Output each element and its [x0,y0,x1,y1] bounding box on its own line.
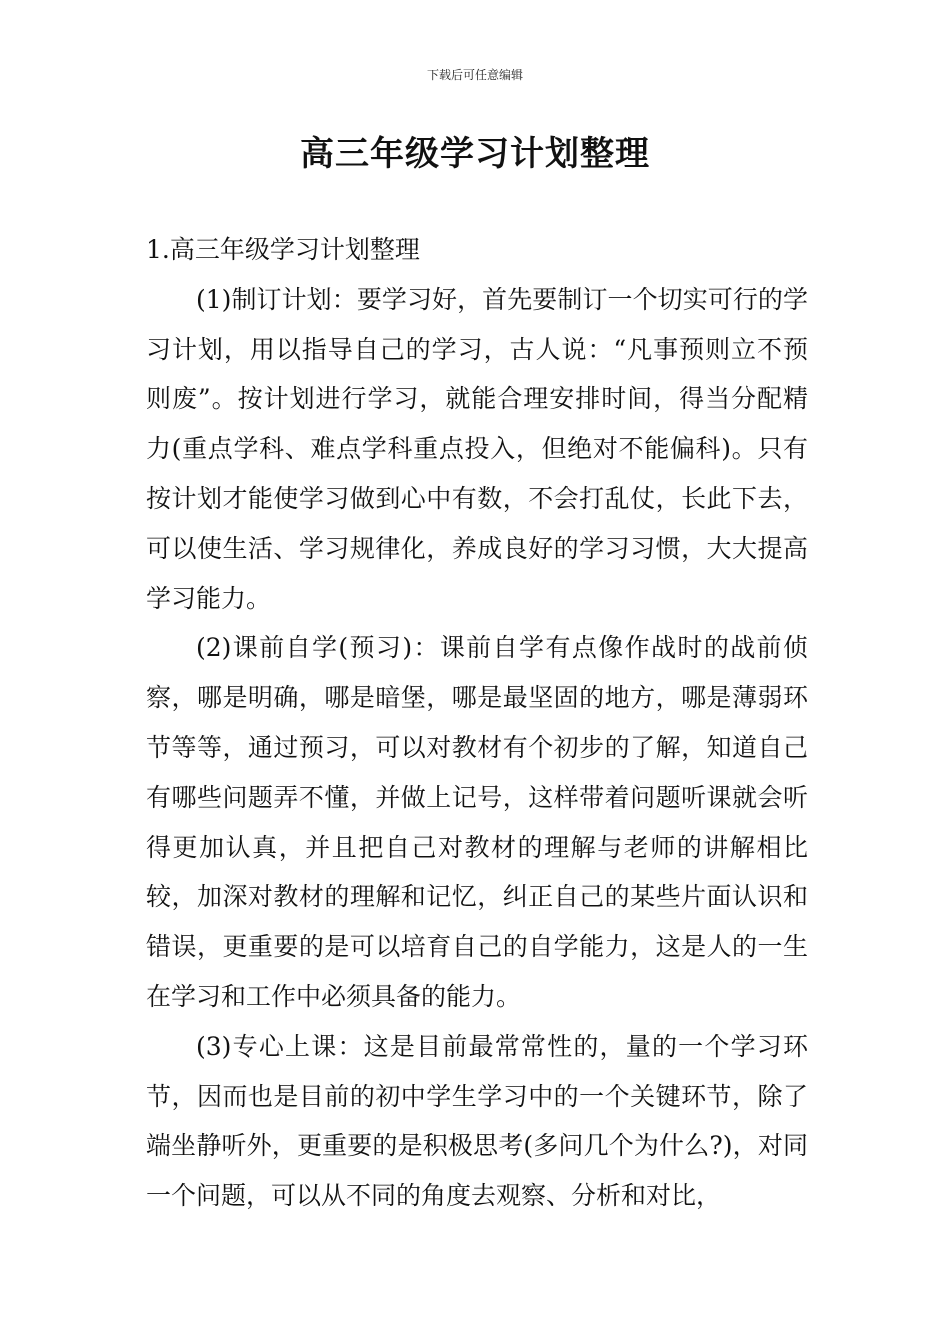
paragraph-class: (3)专心上课：这是目前最常常性的，量的一个学习环节，因而也是目前的初中学生学习中的一个关键环节，除了端坐静听外，更重要的是积极思考(多问几个为什么?)，对同一个问题，可以从不同的角度去观察、分析和对比， [146,1031,808,1211]
document-body [146,225,808,1221]
header-note: 下载后可任意编辑 [426,68,523,82]
document-title: 高三年级学习计划整理 [300,134,650,174]
paragraph-plan: (1)制订计划：要学习好，首先要制订一个切实可行的学习计划，用以指导自己的学习，古人说：“凡事预则立不预则废”。按计划进行学习，就能合理安排时间，得当分配精力(重点学科、难点学科重点投入，但绝对不能偏科)。只有按计划才能使学习做到心中有数，不会打乱仗，长此下去，可以使生活、学习规律化，养成良好的学习习惯，大大提高学习能力。 [146,284,808,613]
paragraph-preview: (2)课前自学(预习)：课前自学有点像作战时的战前侦察，哪是明确，哪是暗堡，哪是最坚固的地方，哪是薄弱环节等等，通过预习，可以对教材有个初步的了解，知道自己有哪些问题弄不懂，并做上记号，这样带着问题听课就会听得更加认真，并且把自己对教材的理解与老师的讲解相比较，加深对教材的理解和记忆，纠正自己的某些片面认识和错误，更重要的是可以培育自己的自学能力，这是人的一生在学习和工作中必须具备的能力。 [146,633,808,1011]
section-heading: 1.高三年级学习计划整理 [146,235,420,264]
